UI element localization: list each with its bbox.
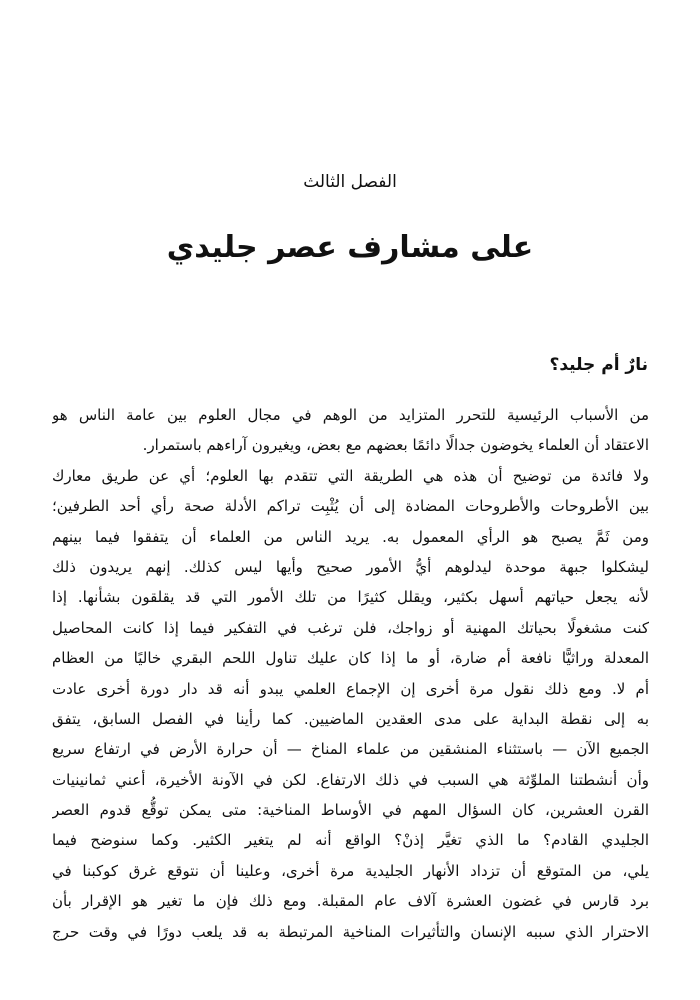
body-line: برد قارس في غضون العشرة آلاف عام المقبلة. ومع ذلك فإن ما تغير هو الإقرار بأن <box>52 892 649 911</box>
body-line: أم لا. ومع ذلك نقول مرة أخرى إن الإجماع العلمي يبدو أنه قد دار دورة أخرى عادت <box>52 679 649 698</box>
body-line: الاحترار الذي سببه الإنسان والتأثيرات المناخية المرتبطة به قد يلعب دورًا في وقت حرج <box>52 922 649 941</box>
body-line: الجليدي القادم؟ ما الذي تغيَّر إذنْ؟ الواقع أنه لم يتغير الكثير. وكما سنوضح فيما <box>52 831 649 850</box>
body-line: الجميع الآن — باستثناء المنشقين من علماء المناخ — أن حرارة الأرض في ارتفاع سريع <box>52 740 649 759</box>
body-line: كنت مشغولًا بحياتك المهنية أو زواجك، فلن ترغب في التفكير فيما إذا كانت المحاصيل <box>52 618 649 637</box>
body-line: القرن العشرين، كان السؤال المهم في الأوساط المناخية: متى يمكن توقُّع قدوم العصر <box>52 801 649 820</box>
body-line: لأنه يجعل حياتهم أسهل بكثير، ويقلل كثيرًا من تلك الأمور التي قد يقلقون بشأنها. إذا <box>52 588 649 607</box>
body-line: الاعتقاد أن العلماء يخوضون جدالًا دائمًا بعضهم مع بعض، ويغيرون آراءهم باستمرار. <box>142 436 649 455</box>
section-heading: نارٌ أم جليد؟ <box>549 355 648 375</box>
body-line: بين الأطروحات والأطروحات المضادة إلى أن يُثْبِت تراكم الأدلة صحة رأي أحد الطرفين؛ <box>52 497 649 516</box>
body-line: يلي، من المتوقع أن تزداد الأنهار الجليدية مرة أخرى، وعلينا أن نتوقع غرق كوكبنا في <box>52 861 649 880</box>
body-line: به إلى نقطة البداية على مدى العقدين الماضيين. كما رأينا في الفصل السابق، يتفق <box>52 709 649 728</box>
body-line: المعدلة وراثيًّا نافعة أم ضارة، أو ما إذا كان عليك تناول اللحم البقري خاليًا من العظام <box>52 649 649 668</box>
chapter-label: الفصل الثالث <box>303 172 397 192</box>
body-line: وأن أنشطتنا الملوِّثة هي السبب في ذلك الارتفاع. لكن في الآونة الأخيرة، أعني ثمانينيات <box>52 770 649 789</box>
chapter-title: على مشارف عصر جليدي <box>166 230 534 265</box>
body-line: من الأسباب الرئيسية للتحرر المتزايد من الوهم في مجال العلوم بين عامة الناس هو <box>52 406 649 424</box>
body-line: ومن ثَمَّ يصبح هو الرأي المعمول به. يريد الناس من العلماء أن يتفقوا فيما بينهم <box>52 527 649 546</box>
body-line: ولا فائدة من توضيح أن هذه هي الطريقة التي تتقدم بها العلوم؛ أي عن طريق معارك <box>52 466 649 485</box>
body-line: ليشكلوا جبهة موحدة ليدلوهم أيُّ الأمور صحيح وأيها ليس كذلك. إنهم يريدون ذلك <box>52 557 649 576</box>
body-paragraph <box>52 400 649 947</box>
